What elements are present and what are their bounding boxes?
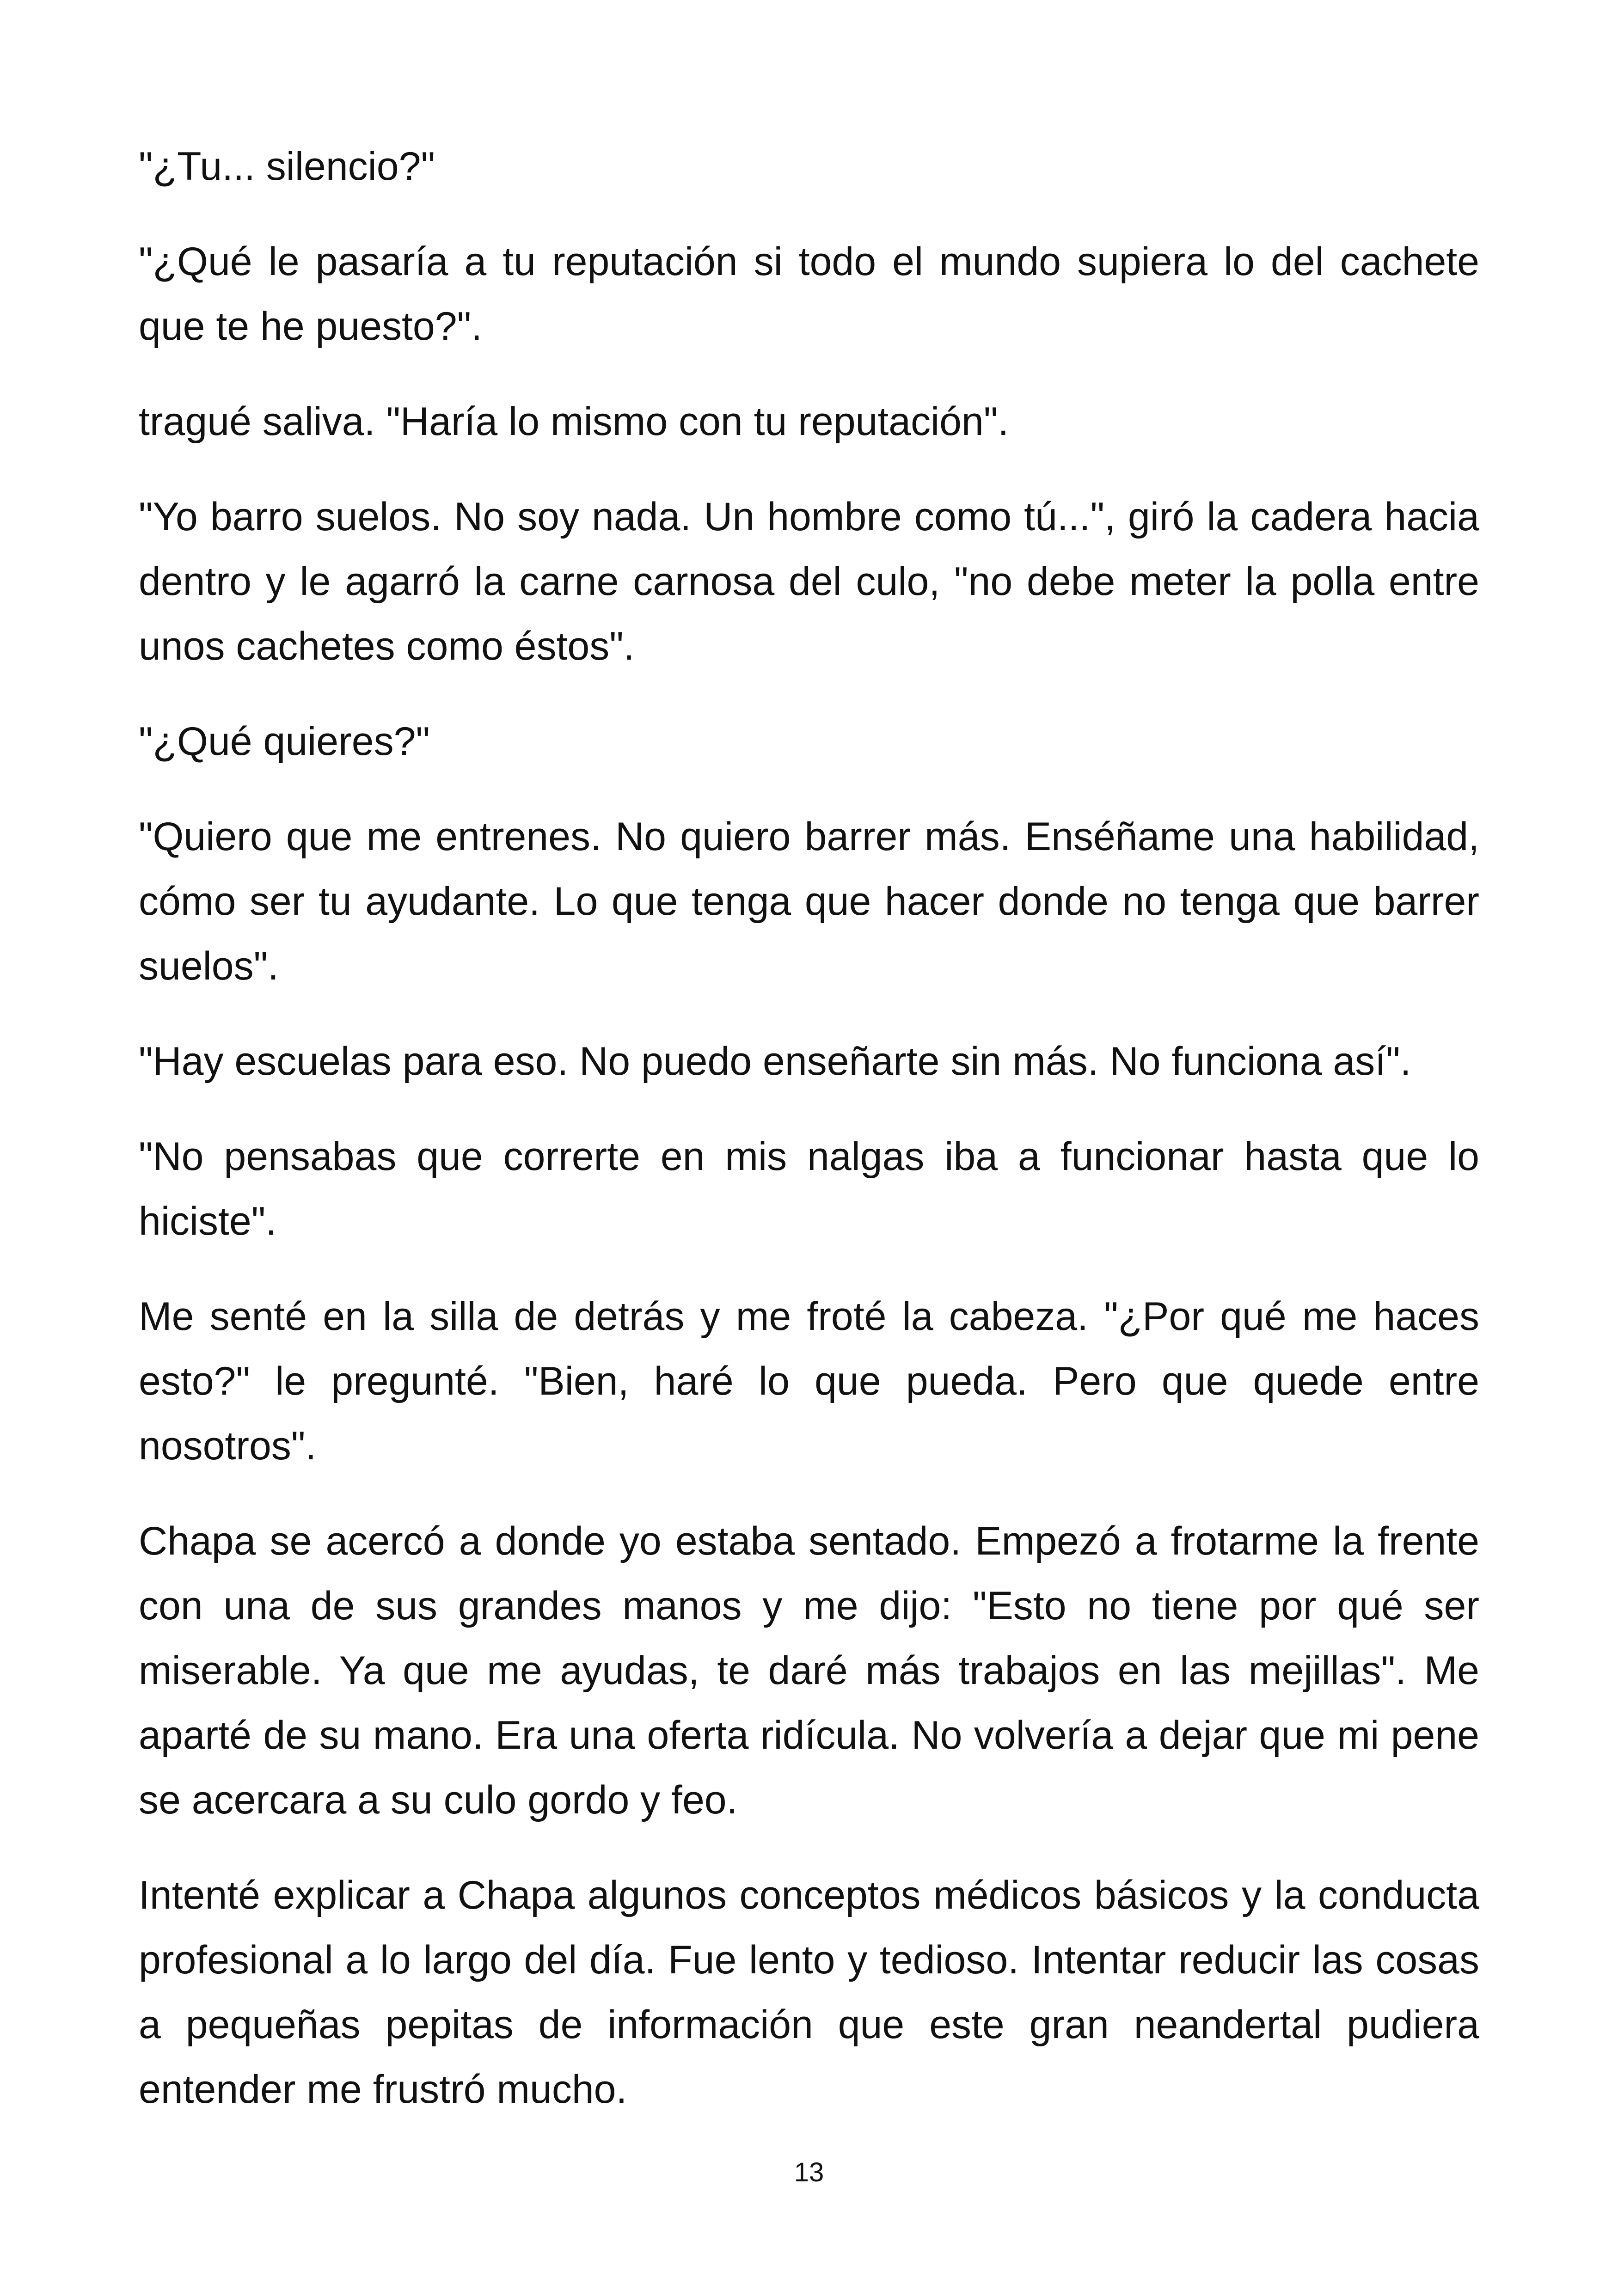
page-number: 13 [794, 2157, 824, 2187]
paragraph: "¿Qué le pasaría a tu reputación si todo el mundo supiera lo del cachete que te he puesto?". [139, 239, 1479, 349]
paragraph: "No pensabas que correrte en mis nalgas iba a funcionar hasta que lo hiciste". [139, 1134, 1479, 1243]
paragraph: "¿Qué quieres?" [139, 719, 430, 764]
paragraph: Intenté explicar a Chapa algunos conceptos médicos básicos y la conducta profesional a lo largo del día. Fue lento y tedioso. Intentar reducir las cosas a pequeñas pepitas de información que este gran neandertal pudiera entender me frustró mucho. [139, 1873, 1479, 2112]
paragraph: "¿Tu... silencio?" [139, 144, 435, 189]
paragraph: "Hay escuelas para eso. No puedo enseñarte sin más. No funciona así". [139, 1039, 1411, 1084]
paragraph: "Quiero que me entrenes. No quiero barrer más. Enséñame una habilidad, cómo ser tu ayudante. Lo que tenga que hacer donde no tenga que barrer suelos". [139, 814, 1479, 988]
body-text [139, 134, 1479, 2152]
paragraph: tragué saliva. "Haría lo mismo con tu reputación". [139, 399, 1009, 444]
paragraph: "Yo barro suelos. No soy nada. Un hombre como tú...", giró la cadera hacia dentro y le agarró la carne carnosa del culo, "no debe meter la polla entre unos cachetes como éstos". [139, 495, 1479, 668]
paragraph: Me senté en la silla de detrás y me froté la cabeza. "¿Por qué me haces esto?" le pregunté. "Bien, haré lo que pueda. Pero que quede entre nosotros". [139, 1294, 1479, 1468]
paragraph: Chapa se acercó a donde yo estaba sentado. Empezó a frotarme la frente con una de sus grandes manos y me dijo: "Esto no tiene por qué ser miserable. Ya que me ayudas, te daré más trabajos en las mejillas". Me aparté de su mano. Era una oferta ridícula. No volvería a dejar que mi pene se acercara a su culo gordo y feo. [139, 1519, 1479, 1822]
